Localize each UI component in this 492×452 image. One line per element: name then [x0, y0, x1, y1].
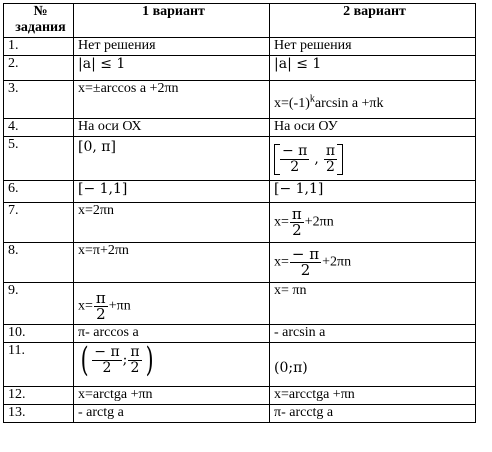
task-number: 2.	[4, 56, 74, 81]
interval-parentheses	[78, 342, 156, 380]
task-number: 11.	[4, 343, 74, 387]
numerator: π	[95, 289, 106, 307]
table-row	[4, 325, 476, 343]
table-row	[4, 203, 476, 243]
variant1-answer	[74, 283, 270, 325]
table-row	[4, 137, 476, 181]
numerator: − π	[291, 245, 320, 263]
task-number: 5.	[4, 137, 74, 181]
fraction	[94, 291, 108, 322]
fraction	[128, 345, 141, 376]
fraction	[92, 345, 121, 376]
header-row	[4, 4, 476, 38]
variant1-answer: x=±arccos a +2πn	[74, 81, 270, 119]
variant1-answer: x=2πn	[74, 203, 270, 243]
numerator: − π	[282, 142, 308, 159]
variant1-answer: |a| ≤ 1	[74, 56, 270, 81]
table-row	[4, 38, 476, 56]
formula-prefix: x=	[274, 214, 289, 230]
denominator: 2	[292, 221, 302, 239]
table-row	[4, 81, 476, 119]
variant1-answer: [0, π]	[74, 137, 270, 181]
close-paren: )	[145, 342, 154, 380]
task-number: 7.	[4, 203, 74, 243]
variant2-answer: - arcsin a	[270, 325, 476, 343]
denominator: 2	[300, 261, 311, 279]
formula-suffix: arcsin a +πk	[314, 95, 384, 111]
variant1-answer: Нет решения	[74, 38, 270, 56]
denominator: 2	[96, 305, 106, 323]
denominator: 2	[102, 359, 112, 376]
task-number: 8.	[4, 243, 74, 283]
fraction	[290, 207, 304, 238]
task-label: задания	[15, 20, 66, 35]
variant2-answer: [− 1,1]	[270, 181, 476, 203]
task-number: 12.	[4, 387, 74, 405]
formula-suffix: +2πn	[304, 214, 334, 230]
variant1-answer: x=arctga +πn	[74, 387, 270, 405]
variant2-answer	[270, 137, 476, 181]
variant1-answer: - arctg a	[74, 405, 270, 423]
formula-prefix: x=	[274, 254, 289, 270]
numerator: π	[325, 142, 336, 159]
table-row	[4, 119, 476, 137]
fraction	[324, 144, 337, 175]
exponent: k	[309, 92, 315, 104]
formula-prefix: x=(-1)	[274, 95, 310, 111]
variant2-answer: |a| ≤ 1	[270, 56, 476, 81]
task-number: 10.	[4, 325, 74, 343]
fraction	[290, 247, 321, 278]
variant2-answer: x=arcctga +πn	[270, 387, 476, 405]
denominator: 2	[290, 158, 300, 175]
task-number: 13.	[4, 405, 74, 423]
formula-suffix: +πn	[108, 298, 131, 314]
variant1-answer: π- arccos a	[74, 325, 270, 343]
task-number: 4.	[4, 119, 74, 137]
formula-suffix: +2πn	[322, 254, 352, 270]
separator: ;	[122, 352, 128, 368]
numerator: π	[130, 343, 140, 360]
task-number: 1.	[4, 38, 74, 56]
variant2-header: 2 вариант	[270, 4, 476, 38]
variant2-answer	[270, 243, 476, 283]
variant2-answer	[270, 203, 476, 243]
variant2-answer: На оси ОУ	[270, 119, 476, 137]
number-sign: №	[33, 4, 48, 19]
variant1-header: 1 вариант	[74, 4, 270, 38]
variant2-answer: (0;π)	[270, 343, 476, 387]
answers-table	[3, 3, 476, 423]
fraction	[280, 144, 309, 175]
variant2-answer: x= πn	[270, 283, 476, 325]
variant1-answer: x=π+2πn	[74, 243, 270, 283]
task-number: 9.	[4, 283, 74, 325]
table-row	[4, 56, 476, 81]
variant2-answer	[270, 81, 476, 119]
table-row	[4, 181, 476, 203]
open-paren: (	[80, 342, 89, 380]
interval-brackets	[274, 144, 343, 175]
table-row	[4, 283, 476, 325]
numerator: π	[291, 205, 302, 223]
table-row	[4, 405, 476, 423]
variant1-answer	[74, 343, 270, 387]
task-number: 3.	[4, 81, 74, 119]
task-number: 6.	[4, 181, 74, 203]
formula-prefix: x=	[78, 298, 93, 314]
variant2-answer: π- arcctg a	[270, 405, 476, 423]
variant2-answer: Нет решения	[270, 38, 476, 56]
table-row	[4, 387, 476, 405]
denominator: 2	[325, 158, 335, 175]
table-row	[4, 243, 476, 283]
task-number-header	[4, 4, 74, 38]
denominator: 2	[130, 359, 140, 376]
variant1-answer: На оси ОХ	[74, 119, 270, 137]
separator: ,	[314, 151, 319, 167]
variant1-answer: [− 1,1]	[74, 181, 270, 203]
numerator: − π	[94, 343, 120, 360]
table-row	[4, 343, 476, 387]
